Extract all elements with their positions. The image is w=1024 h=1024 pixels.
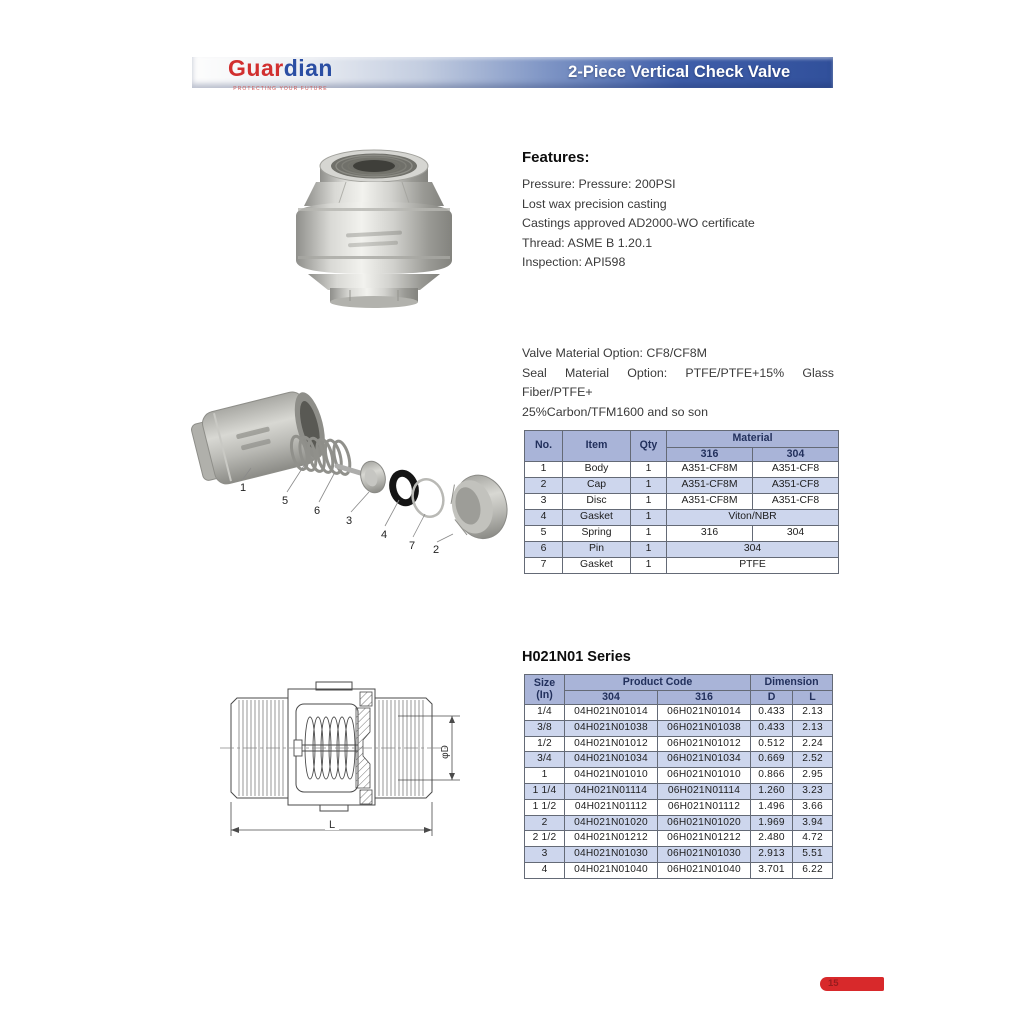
table-cell: Body — [563, 462, 631, 478]
table-row — [525, 831, 833, 847]
table-row — [525, 847, 833, 863]
table-cell: A351-CF8 — [753, 478, 839, 494]
table-cell: 06H021N01112 — [658, 799, 751, 815]
material-options — [522, 344, 834, 422]
table-cell: A351-CF8M — [667, 478, 753, 494]
col-header-304: 304 — [565, 691, 658, 705]
table-cell: 04H021N01012 — [565, 736, 658, 752]
table-row — [525, 736, 833, 752]
table-cell: Viton/NBR — [667, 510, 839, 526]
table-row — [525, 862, 833, 878]
exploded-view-diagram — [185, 382, 530, 582]
page-number-tab — [820, 977, 884, 991]
table-cell: 2.52 — [793, 752, 833, 768]
header-banner — [192, 55, 833, 92]
col-header-material: Material — [667, 431, 839, 448]
table-cell: 04H021N01030 — [565, 847, 658, 863]
dimension-l-label: L — [328, 819, 336, 831]
logo-tagline: PROTECTING YOUR FUTURE — [233, 86, 328, 92]
table-cell: 2 — [525, 478, 563, 494]
table-cell: 06H021N01114 — [658, 783, 751, 799]
size-unit-label: (In) — [536, 688, 553, 701]
table-cell: 0.866 — [751, 768, 793, 784]
page-number: 15 — [828, 978, 839, 989]
table-row — [525, 542, 839, 558]
logo-part-red: Guar — [228, 55, 284, 81]
part-number-label: 4 — [381, 529, 388, 541]
part-number-label: 7 — [409, 540, 416, 552]
table-cell: Spring — [563, 526, 631, 542]
table-cell: 1 1/2 — [525, 799, 565, 815]
table-row — [525, 526, 839, 542]
part-number-label: 2 — [433, 544, 440, 556]
table-row — [525, 510, 839, 526]
table-cell: 1 — [631, 526, 667, 542]
table-cell: 4 — [525, 510, 563, 526]
table-cell: 2.13 — [793, 720, 833, 736]
table-cell: PTFE — [667, 558, 839, 574]
table-cell: 06H021N01212 — [658, 831, 751, 847]
table-cell: 1.969 — [751, 815, 793, 831]
logo-part-blue: dian — [283, 55, 333, 81]
table-cell: 1.260 — [751, 783, 793, 799]
table-cell: 0.512 — [751, 736, 793, 752]
table-cell: 1 — [525, 768, 565, 784]
size-label: Size — [533, 677, 556, 690]
table-cell: 04H021N01040 — [565, 862, 658, 878]
table-cell: 1 — [525, 462, 563, 478]
table-cell: 04H021N01020 — [565, 815, 658, 831]
table-cell: 06H021N01020 — [658, 815, 751, 831]
table-cell: 1.496 — [751, 799, 793, 815]
col-header-item: Item — [563, 431, 631, 462]
table-cell: 04H021N01112 — [565, 799, 658, 815]
table-cell: 304 — [667, 542, 839, 558]
seal-material-line-2: 25%Carbon/TFM1600 and so son — [522, 404, 708, 419]
table-cell: 2.913 — [751, 847, 793, 863]
brand-logo — [228, 55, 333, 99]
table-cell: 304 — [753, 526, 839, 542]
table-cell: 6.22 — [793, 862, 833, 878]
series-dimension-table — [524, 674, 833, 879]
col-header-304: 304 — [753, 448, 839, 462]
dimension-d-label: φD — [440, 745, 451, 759]
table-cell: 04H021N01014 — [565, 705, 658, 721]
feature-item: Castings approved AD2000-WO certificate — [522, 216, 755, 231]
table-cell: 1 — [631, 558, 667, 574]
feature-item: Inspection: API598 — [522, 255, 626, 270]
table-cell: 1 — [631, 478, 667, 494]
table-cell: 4 — [525, 862, 565, 878]
table-cell: 1/4 — [525, 705, 565, 721]
table-cell: 1 1/4 — [525, 783, 565, 799]
table-cell: 2.480 — [751, 831, 793, 847]
table-cell: 316 — [667, 526, 753, 542]
table-cell: 1 — [631, 462, 667, 478]
table-row — [525, 815, 833, 831]
table-row — [525, 478, 839, 494]
col-header-size — [525, 675, 565, 705]
table-cell: 0.433 — [751, 705, 793, 721]
table-row — [525, 462, 839, 478]
product-photo-check-valve — [268, 138, 480, 310]
col-header-316: 316 — [658, 691, 751, 705]
table-cell: 04H021N01038 — [565, 720, 658, 736]
table-cell: Gasket — [563, 558, 631, 574]
table-cell: 06H021N01010 — [658, 768, 751, 784]
table-cell: 0.433 — [751, 720, 793, 736]
part-number-label: 5 — [282, 495, 289, 507]
brand-logo-text — [228, 55, 333, 81]
table-cell: 04H021N01212 — [565, 831, 658, 847]
table-cell: Gasket — [563, 510, 631, 526]
table-cell: 06H021N01038 — [658, 720, 751, 736]
table-row — [525, 705, 833, 721]
part-number-label: 1 — [240, 482, 247, 494]
feature-item: Lost wax precision casting — [522, 196, 667, 211]
table-row — [525, 768, 833, 784]
table-row — [525, 720, 833, 736]
table-cell: 2 1/2 — [525, 831, 565, 847]
table-cell: 3 — [525, 494, 563, 510]
table-cell: 2 — [525, 815, 565, 831]
table-cell: 1 — [631, 510, 667, 526]
col-header-no: No. — [525, 431, 563, 462]
table-cell: 3/8 — [525, 720, 565, 736]
table-cell: 5 — [525, 526, 563, 542]
series-heading: H021N01 Series — [522, 649, 631, 665]
col-header-product-code: Product Code — [565, 675, 751, 691]
features-section — [522, 149, 842, 273]
col-header-qty: Qty — [631, 431, 667, 462]
series-table-body — [525, 705, 833, 879]
table-cell: 3.23 — [793, 783, 833, 799]
feature-item: Thread: ASME B 1.20.1 — [522, 235, 653, 250]
table-cell: 7 — [525, 558, 563, 574]
part-number-label: 6 — [314, 505, 321, 517]
table-cell: 3.66 — [793, 799, 833, 815]
table-cell: A351-CF8 — [753, 494, 839, 510]
table-cell: 04H021N01114 — [565, 783, 658, 799]
table-cell: A351-CF8 — [753, 462, 839, 478]
part-number-label: 3 — [346, 515, 353, 527]
table-cell: Pin — [563, 542, 631, 558]
table-cell: 3 — [525, 847, 565, 863]
table-cell: 06H021N01012 — [658, 736, 751, 752]
table-row — [525, 558, 839, 574]
table-cell: 2.95 — [793, 768, 833, 784]
col-header-l: L — [793, 691, 833, 705]
seal-material-line-1: Seal Material Option: PTFE/PTFE+15% Glass Fiber/PTFE+ — [522, 365, 834, 400]
table-cell: 04H021N01034 — [565, 752, 658, 768]
table-cell: 1 — [631, 494, 667, 510]
table-cell: 4.72 — [793, 831, 833, 847]
feature-item: Pressure: Pressure: 200PSI — [522, 177, 676, 191]
table-row — [525, 799, 833, 815]
parts-material-table — [524, 430, 839, 574]
page-title: 2-Piece Vertical Check Valve — [568, 63, 791, 81]
table-cell: 3.94 — [793, 815, 833, 831]
table-row — [525, 494, 839, 510]
table-cell: 06H021N01040 — [658, 862, 751, 878]
valve-material-line: Valve Material Option: CF8/CF8M — [522, 346, 707, 360]
table-cell: 3/4 — [525, 752, 565, 768]
table-cell: 06H021N01034 — [658, 752, 751, 768]
table-cell: 6 — [525, 542, 563, 558]
table-cell: 3.701 — [751, 862, 793, 878]
table-cell: A351-CF8M — [667, 462, 753, 478]
col-header-316: 316 — [667, 448, 753, 462]
table-cell: 5.51 — [793, 847, 833, 863]
table-cell: 2.13 — [793, 705, 833, 721]
table-cell: Disc — [563, 494, 631, 510]
col-header-dimension: Dimension — [751, 675, 833, 691]
technical-drawing — [198, 656, 498, 856]
table-cell: 0.669 — [751, 752, 793, 768]
table-cell: 04H021N01010 — [565, 768, 658, 784]
table-row — [525, 752, 833, 768]
table-cell: Cap — [563, 478, 631, 494]
table-cell: 2.24 — [793, 736, 833, 752]
parts-table-body — [525, 462, 839, 574]
table-cell: A351-CF8M — [667, 494, 753, 510]
features-heading: Features: — [522, 149, 590, 166]
col-header-d: D — [751, 691, 793, 705]
table-cell: 1 — [631, 542, 667, 558]
table-row — [525, 783, 833, 799]
table-cell: 1/2 — [525, 736, 565, 752]
table-cell: 06H021N01030 — [658, 847, 751, 863]
table-cell: 06H021N01014 — [658, 705, 751, 721]
